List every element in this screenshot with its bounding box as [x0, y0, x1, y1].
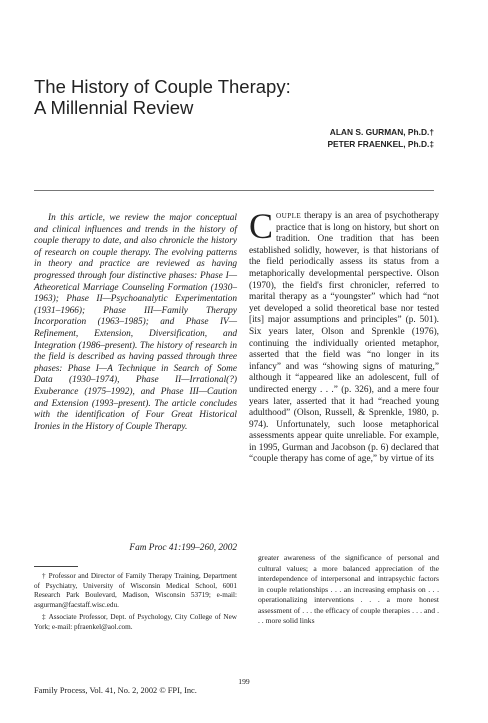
footnote-divider [34, 566, 78, 567]
author-gurman: ALAN S. GURMAN, Ph.D.† [329, 127, 434, 137]
abstract-citation: Fam Proc 41:199–260, 2002 [129, 543, 237, 553]
journal-footer: Family Process, Vol. 41, No. 2, 2002 © FPI, Inc. [34, 686, 197, 695]
article-title-line2: A Millennial Review [34, 97, 194, 118]
article-title [34, 76, 434, 118]
body-continuation: greater awareness of the significance of personal and cultural values; a more balanced appreciation of the interdependence of interpersonal and intrapsychic factors in couple relationships . . . an increasing emphasis on . . . operationalizing interventions . . . a more honest assessment of . . . the efficacy of couple therapies . . . and . . . more solid links [258, 553, 439, 625]
article-title-line1: The History of Couple Therapy: [34, 76, 291, 97]
abstract-text: In this article, we review the major conceptual and clinical influences and trends in the history of couple therapy to date, and also chronicle the history of research on couple therapy. The evolving patterns in theory and practice are reviewed as having progressed through four distinctive phases: Phase I—Atheoretical Marriage Counseling Formation (1930–1963); Phase II—Psychoanalytic Experimentation (1931–1966); Phase III—Family Therapy Incorporation (1963–1985); and Phase IV—Refinement, Extension, Diversification, and Integration (1986–present). The history of research in the field is described as having passed through three phases: Phase I—A Technique in Search of Some Data (1930–1974), Phase II—Irrational(?) Exuberance (1975–1992), and Phase III—Caution and Extension (1993–present). The article concludes with the identification of Four Great Historical Ironies in the History of Couple Therapy. [34, 213, 237, 432]
body-column-text [249, 206, 439, 466]
author-block [327, 126, 434, 150]
opening-smallcaps: OUPLE [276, 212, 302, 220]
page-number: 199 [238, 677, 250, 686]
author-fraenkel: PETER FRAENKEL, Ph.D.‡ [327, 139, 434, 149]
footnote-fraenkel: ‡ Associate Professor, Dept. of Psychology, City College of New York; e-mail: pfraenkel@aol.com. [34, 613, 237, 631]
header-divider [34, 190, 434, 191]
body-paragraph: therapy is an area of psychotherapy practice that is long on history, but short on tradition. One tradition that has been established solidly, however, is that historians of the field periodically assess its status from a metaphorically developmental perspective. Olson (1970), the field's first chronicler, referred to marital therapy as a “youngster” which had “not yet developed a solid theoretical base nor tested [its] major assumptions and principles” (p. 501). Six years later, Olson and Sprenkle (1976), continuing the individually oriented metaphor, asserted that the field was “no longer in its infancy” and was “showing signs of maturing,” although it “appeared like an adolescent, full of undirected energy . . .” (p. 326), and a mere four years later, asserted that it had “reached young adulthood” (Olson, Russell, & Sprenkle, 1980, p. 974). Unfortunately, such loose metaphorical assessments appear quite unreliable. For example, in 1995, Gurman and Jacobson (p. 6) declared that “couple therapy has come of age,” by virtue of its [249, 211, 439, 465]
footnotes [34, 572, 237, 636]
drop-cap: C [249, 206, 274, 246]
footnote-gurman: † Professor and Director of Family Therapy Training, Department of Psychiatry, University of Wisconsin Medical School, 6001 Research Park Boulevard, Madison, Wisconsin 53719; e-mail: asgurman@facstaff.wisc.edu. [34, 572, 237, 609]
